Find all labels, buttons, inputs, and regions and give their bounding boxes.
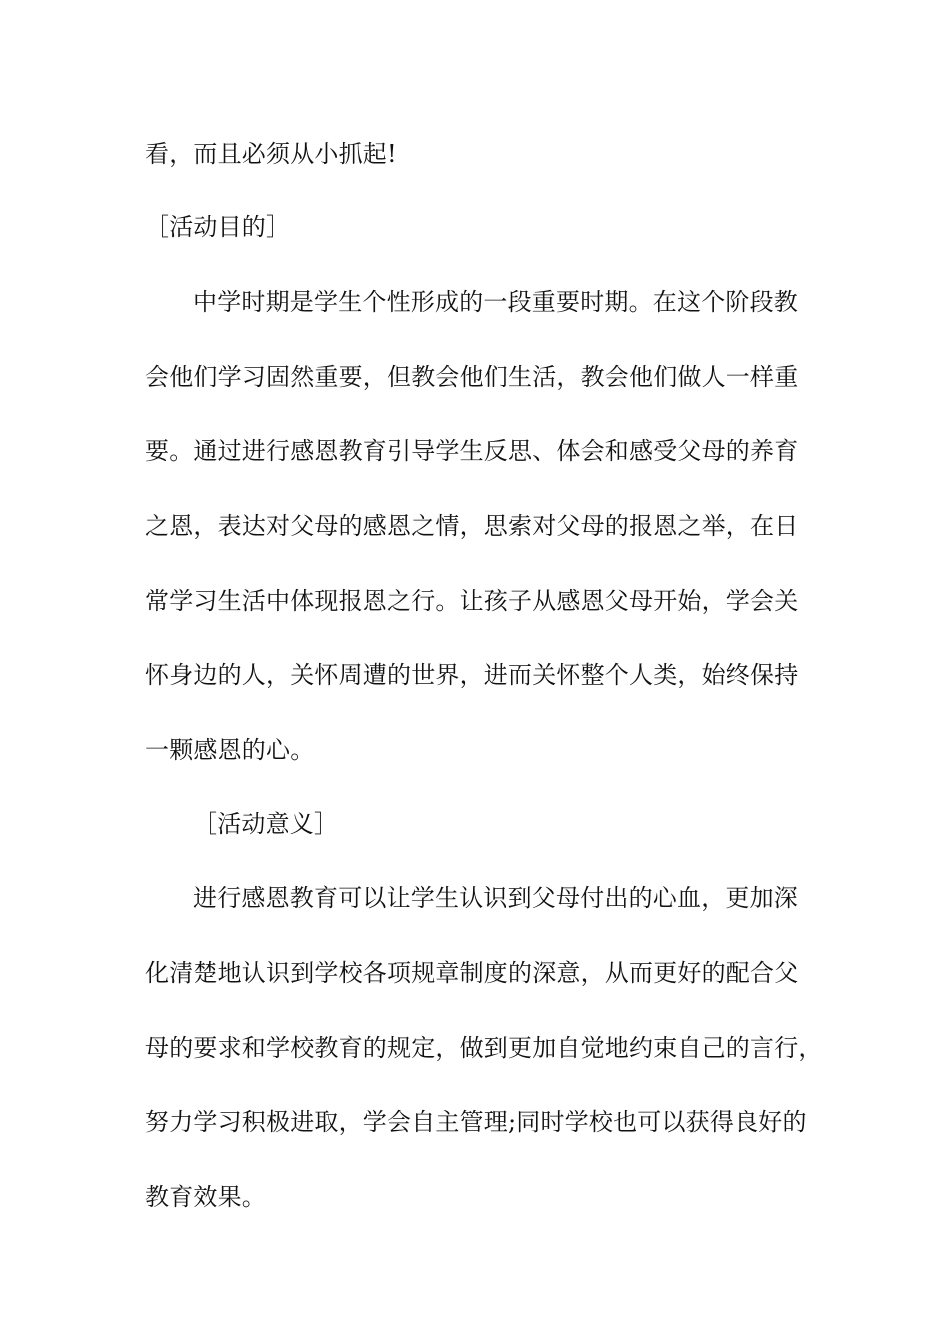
paragraph-line: 教育效果。 <box>145 1183 266 1211</box>
paragraph-line: 努力学习积极进取，学会自主管理;同时学校也可以获得良好的 <box>145 1108 807 1136</box>
paragraph-line: 看，而且必须从小抓起! <box>145 140 397 168</box>
paragraph-line: 会他们学习固然重要，但教会他们生活，教会他们做人一样重 <box>145 363 799 391</box>
paragraph-line: 中学时期是学生个性形成的一段重要时期。在这个阶段教 <box>193 288 798 316</box>
section-heading-purpose: ［活动目的］ <box>145 213 291 241</box>
paragraph-line: 之恩，表达对父母的感恩之情，思索对父母的报恩之举，在日 <box>145 512 799 540</box>
paragraph-line: 进行感恩教育可以让学生认识到父母付出的心血，更加深 <box>193 884 798 912</box>
paragraph-line: 常学习生活中体现报恩之行。让孩子从感恩父母开始，学会关 <box>145 587 799 615</box>
paragraph-line: 化清楚地认识到学校各项规章制度的深意，从而更好的配合父 <box>145 959 799 987</box>
paragraph-line: 母的要求和学校教育的规定，做到更加自觉地约束自己的言行， <box>145 1034 823 1062</box>
paragraph-line: 要。通过进行感恩教育引导学生反思、体会和感受父母的养育 <box>145 437 799 465</box>
section-heading-meaning: ［活动意义］ <box>193 810 339 838</box>
paragraph-line: 怀身边的人，关怀周遭的世界，进而关怀整个人类，始终保持 <box>145 661 799 689</box>
paragraph-line: 一颗感恩的心。 <box>145 736 315 764</box>
